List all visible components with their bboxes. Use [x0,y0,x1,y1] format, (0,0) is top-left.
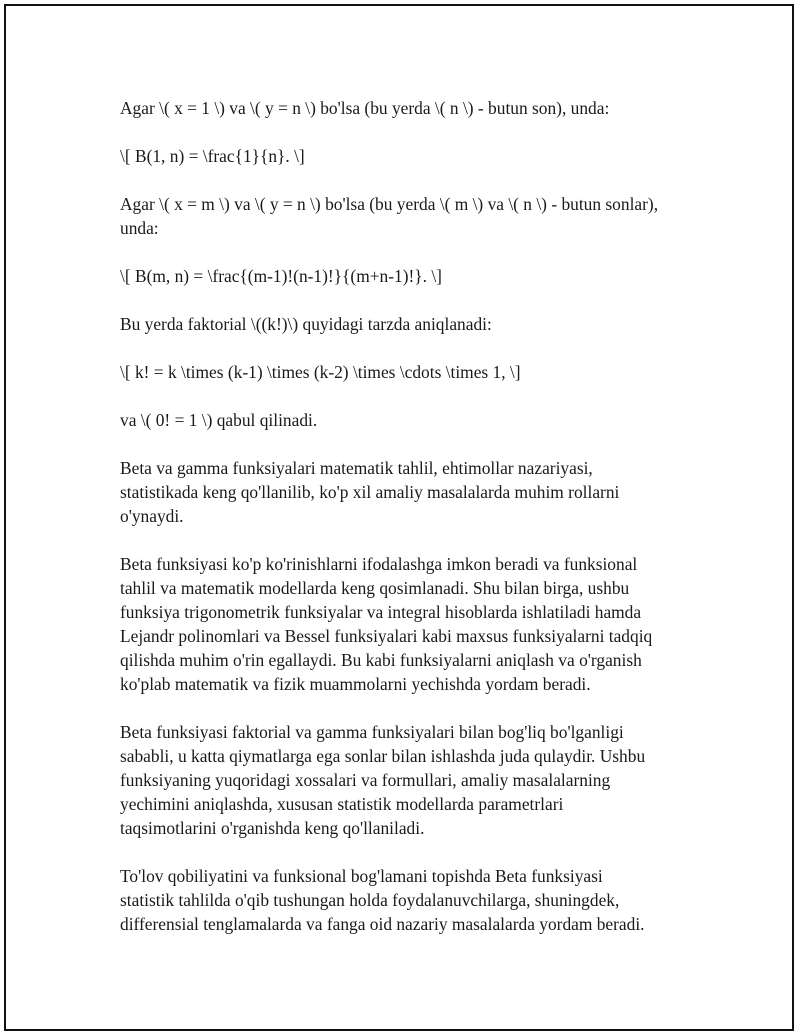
paragraph-beta-applications: Beta funksiyasi ko'p ko'rinishlarni ifodalashga imkon beradi va funksional tahlil va matematik modellarda keng qosimlanadi. Shu bilan birga, ushbu funksiya trigonometrik funksiyalar va integral hisoblarda ishlatiladi hamda Lejandr polinomlari va Bessel funksiyalari kabi maxsus funksiyalarni tadqiq qilishda muhim o'rin egallaydi. Bu kabi funksiyalarni aniqlash va o'rganish ko'plab matematik va fizik muammolarni yechishda yordam beradi. [120,554,653,694]
document-body [120,96,660,960]
paragraph-beta-gamma-usage: Beta va gamma funksiyalari matematik tahlil, ehtimollar nazariyasi, statistikada keng qo'llanilib, ko'p xil amaliy masalalarda muhim rollarni o'ynaydi. [120,458,620,526]
paragraph-beta-statistics: To'lov qobiliyatini va funksional bog'lamani topishda Beta funksiyasi statistik tahlilda o'qib tushungan holda foydalanuvchilarga, shuningdek, differensial tenglamalarda va fanga oid nazariy masalalarda yordam beradi. [120,866,645,934]
paragraph-case-x1: Agar \( x = 1 \) va \( y = n \) bo'lsa (bu yerda \( n \) - butun son), unda: [120,98,610,118]
formula-factorial: \[ k! = k \times (k-1) \times (k-2) \times \cdots \times 1, \] [120,362,521,382]
paragraph-case-xm: Agar \( x = m \) va \( y = n \) bo'lsa (bu yerda \( m \) va \( n \) - butun sonlar), unda: [120,194,659,238]
formula-b-1-n: \[ B(1, n) = \frac{1}{n}. \] [120,146,305,166]
formula-b-m-n: \[ B(m, n) = \frac{(m-1)!(n-1)!}{(m+n-1)!}. \] [120,266,442,286]
paragraph-factorial-intro: Bu yerda faktorial \((k!)\) quyidagi tarzda aniqlanadi: [120,314,492,334]
paragraph-zero-factorial: va \( 0! = 1 \) qabul qilinadi. [120,410,318,430]
paragraph-beta-properties: Beta funksiyasi faktorial va gamma funksiyalari bilan bog'liq bo'lganligi sababli, u katta qiymatlarga ega sonlar bilan ishlashda juda qulaydir. Ushbu funksiyaning yuqoridagi xossalari va formullari, amaliy masalalarning yechimini aniqlashda, xususan statistik modellarda parametrlari taqsimotlarini o'rganishda keng qo'llaniladi. [120,722,646,838]
document-page [4,4,794,1031]
